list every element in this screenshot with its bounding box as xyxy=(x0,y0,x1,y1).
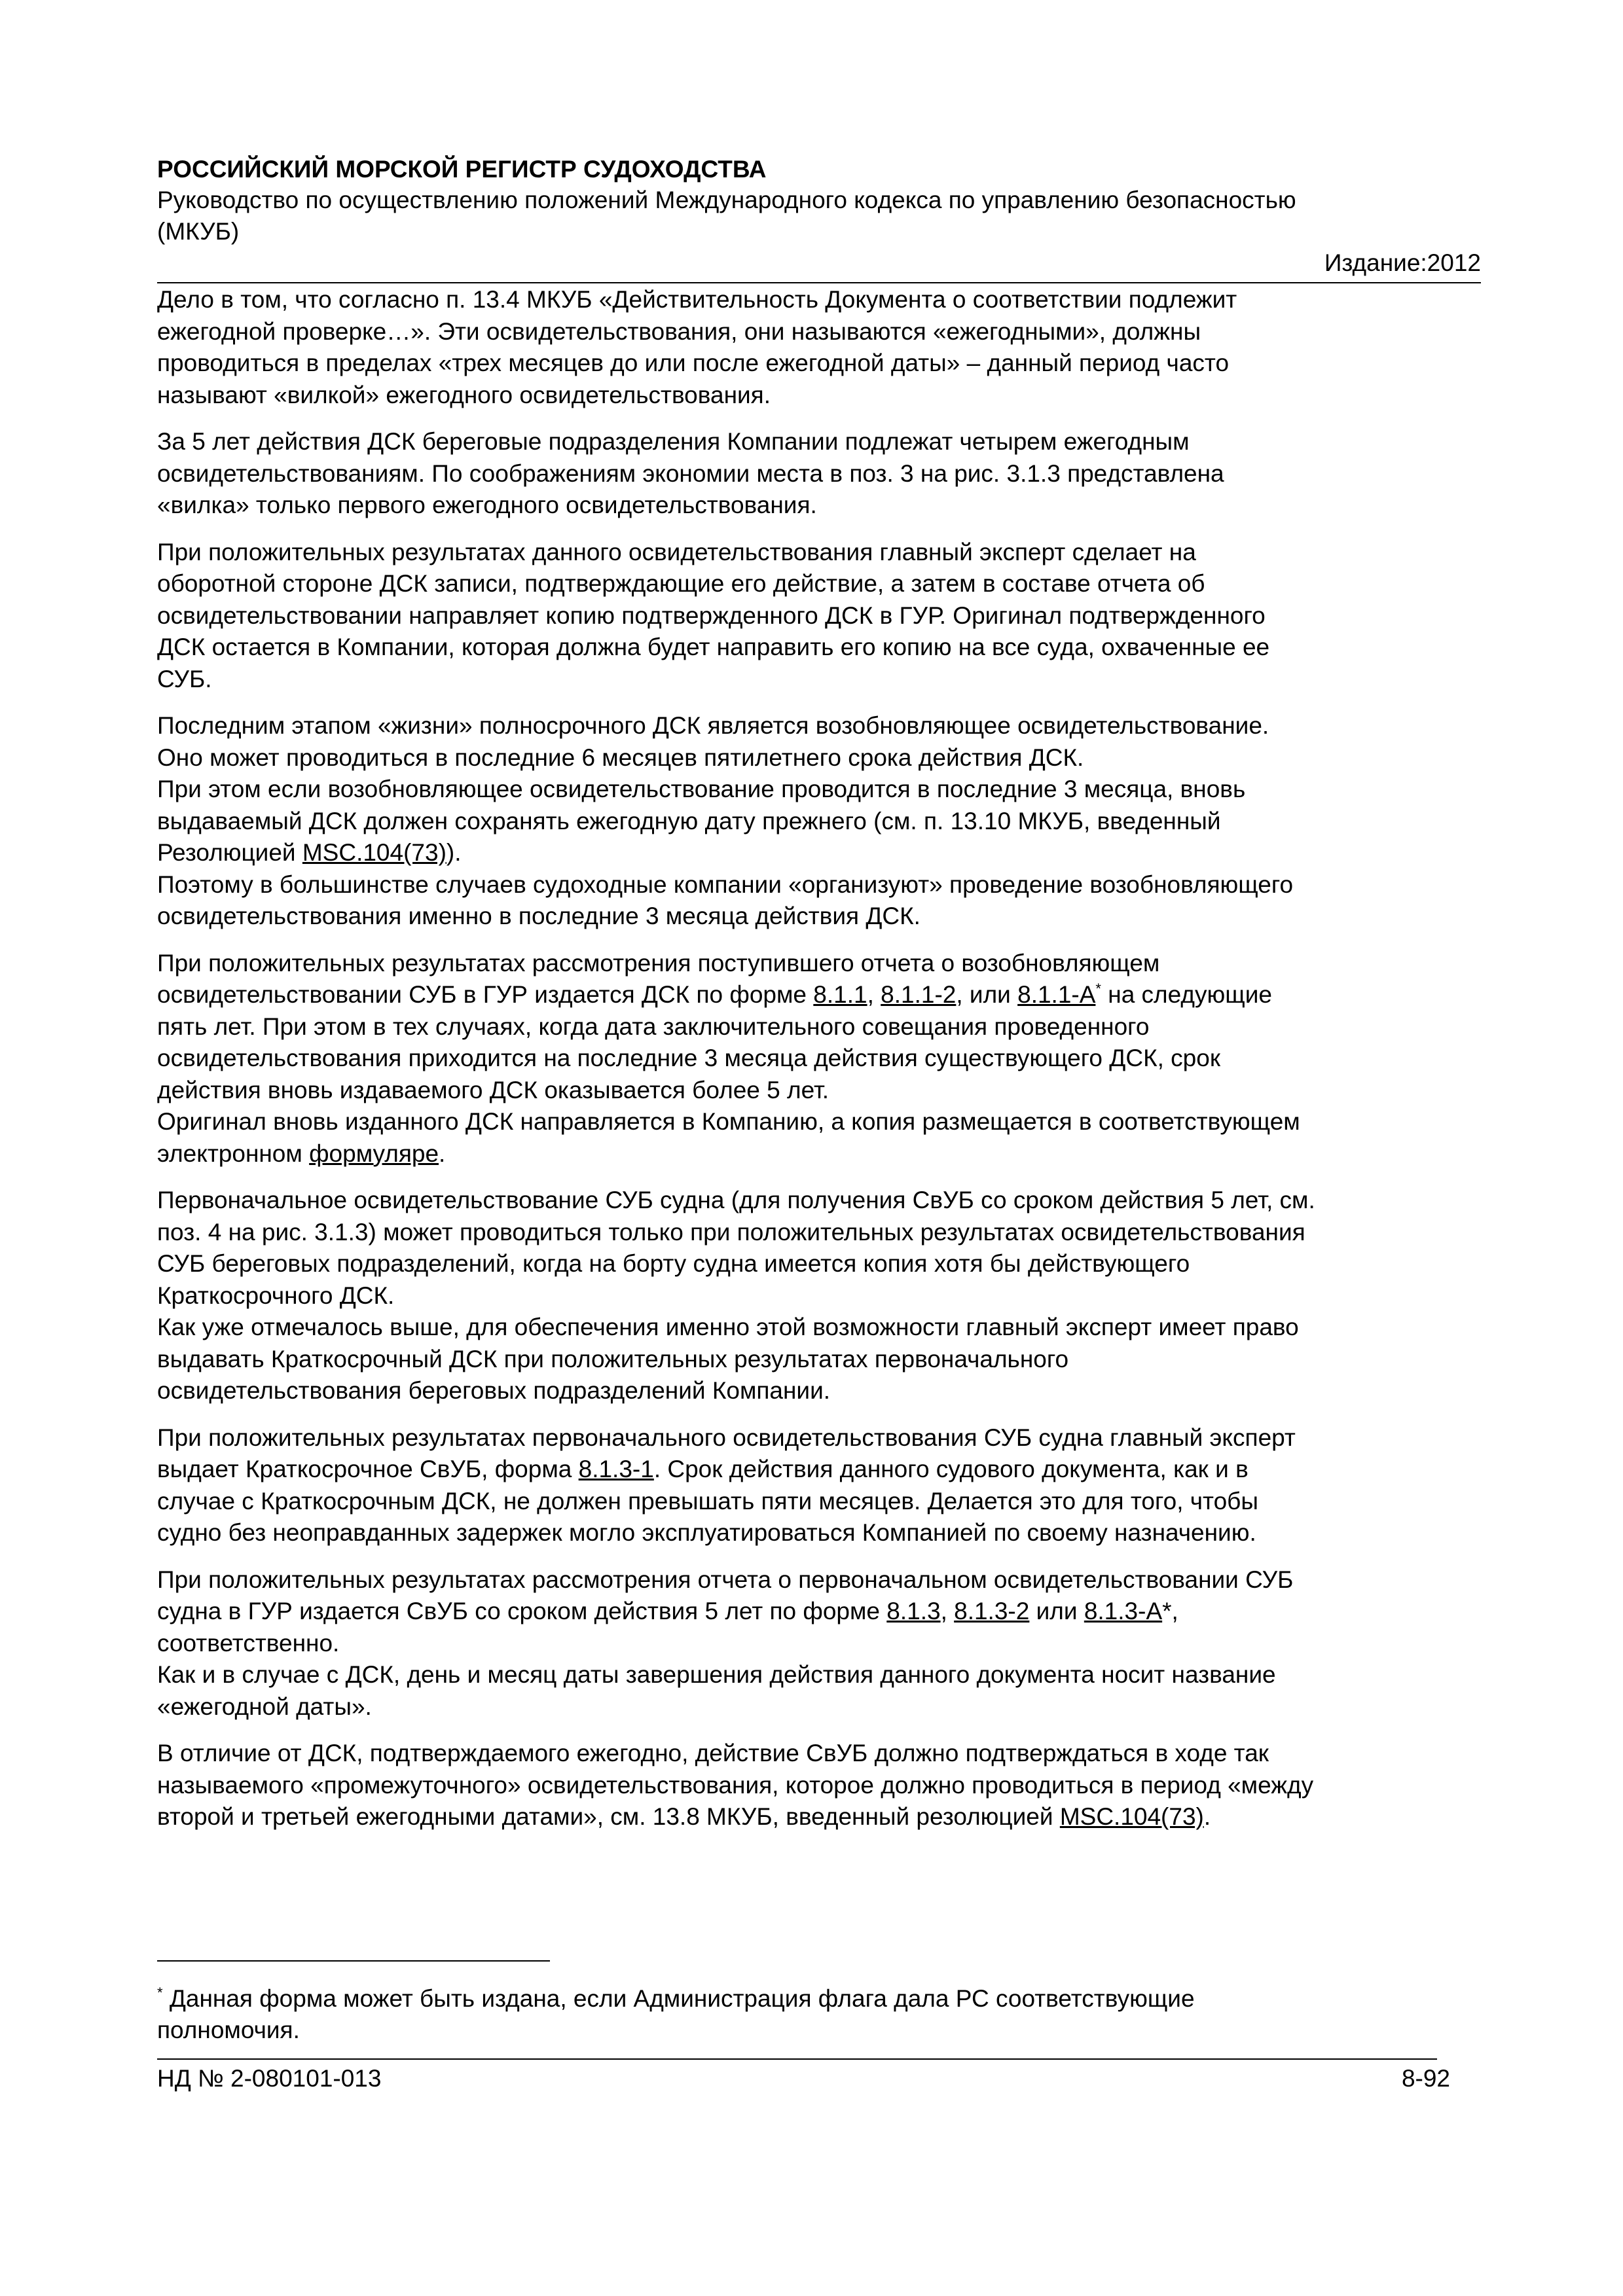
paragraph-9 xyxy=(157,1738,1486,1833)
footnote-text: Данная форма может быть издана, если Администрация флага дала РС соответствующие полномочия. xyxy=(157,1985,1195,2043)
paragraph-1: Дело в том, что согласно п. 13.4 МКУБ «Действительность Документа о соответствии подлежит ежегодной проверке…». Эти освидетельствования, они называются «ежегодными», должны проводиться в пределах «трех месяцев до или после ежегодной даты» – данный период часто называют «вилкой» ежегодного освидетельствования. xyxy=(157,286,1237,408)
paragraph-7-text-a: При положительных результатах первоначального освидетельствования СУБ судна главный эксперт выдает Краткосрочное СвУБ, форма xyxy=(157,1424,1296,1482)
separator: , xyxy=(940,1598,955,1624)
form-link-8-1-1-a[interactable]: 8.1.1-А xyxy=(1017,981,1096,1008)
paragraph-5-text-a: При положительных результатах рассмотрения поступившего отчета о возобновляющем освидетельствовании СУБ в ГУР издается ДСК по форме xyxy=(157,949,1160,1008)
separator: , xyxy=(867,981,881,1008)
edition-label: Издание:2012 xyxy=(1324,249,1481,276)
document-number: НД № 2-080101-013 xyxy=(157,2065,382,2092)
paragraph-5-text-c: . xyxy=(439,1139,446,1167)
paragraph-8-text-a: При положительных результатах рассмотрения отчета о первоначальном освидетельствовании СУБ судна в ГУР издается СвУБ со сроком действия 5 лет по форме xyxy=(157,1566,1294,1624)
paragraph-4-text-b: ). Поэтому в большинстве случаев судоходные компании «организуют» проведение возобновляющего освидетельствования именно в последние 3 месяца действия ДСК. xyxy=(157,839,1294,929)
form-link-8-1-3-1[interactable]: 8.1.3-1 xyxy=(578,1456,654,1482)
footnote-divider xyxy=(157,1960,550,1962)
header-divider xyxy=(157,282,1481,283)
form-link-8-1-3-a[interactable]: 8.1.3-А xyxy=(1084,1598,1163,1624)
footnote-mark: * xyxy=(157,1984,163,2001)
form-link-8-1-1[interactable]: 8.1.1 xyxy=(813,981,867,1008)
form-link-8-1-1-2[interactable]: 8.1.1-2 xyxy=(881,981,957,1008)
paragraph-5 xyxy=(157,948,1486,1170)
formular-link[interactable]: формуляре xyxy=(309,1139,439,1167)
document-subtitle: Руководство по осуществлению положений Международного кодекса по управлению безопасностью (МКУБ) xyxy=(157,187,1296,245)
resolution-link-msc-104-73[interactable]: MSC.104(73) xyxy=(1059,1803,1204,1830)
paragraph-7-text-b: . Срок действия данного судового документа, как и в случае с Краткосрочным ДСК, не должен превышать пяти месяцев. Делается это для того, чтобы судно без неоправданных задержек могло эксплуатироваться Компанией по своему назначению. xyxy=(157,1456,1258,1546)
organization-title: РОССИЙСКИЙ МОРСКОЙ РЕГИСТР СУДОХОДСТВА xyxy=(157,156,767,183)
paragraph-4-text-a: Последним этапом «жизни» полносрочного ДСК является возобновляющее освидетельствование. Оно может проводиться в последние 6 месяцев пятилетнего срока действия ДСК. При этом если возобновляющее освидетельствование проводится в последние 3 месяца, вновь выдаваемый ДСК должен сохранять ежегодную дату прежнего (см. п. 13.10 МКУБ, введенный Резолюцией xyxy=(157,712,1269,866)
paragraph-9-text-a: В отличие от ДСК, подтверждаемого ежегодно, действие СвУБ должно подтверждаться в ходе так называемого «промежуточного» освидетельствования, которое должно проводиться в период «между второй и третьей ежегодными датами», см. 13.8 МКУБ, введенный резолюцией xyxy=(157,1740,1314,1830)
paragraph-8-text-b: *, соответственно. Как и в случае с ДСК, день и месяц даты завершения действия данного документа носит название «ежегодной даты». xyxy=(157,1598,1276,1720)
footnote xyxy=(157,1983,1481,2046)
paragraph-6: Первоначальное освидетельствование СУБ судна (для получения СвУБ со сроком действия 5 лет, см. поз. 4 на рис. 3.1.3) может проводиться только при положительных результатах освидетельствования СУБ береговых подразделений, когда на борту судна имеется копия хотя бы действующего Краткосрочного ДСК. Как уже отмечалось выше, для обеспечения именно этой возможности главный эксперт имеет право выдавать Краткосрочный ДСК при положительных результатах первоначального освидетельствования береговых подразделений Компании. xyxy=(157,1187,1315,1404)
separator: или xyxy=(1029,1598,1084,1624)
paragraph-9-text-b: . xyxy=(1203,1803,1211,1830)
paragraph-4 xyxy=(157,710,1486,933)
footer-divider xyxy=(157,2058,1437,2060)
form-link-8-1-3[interactable]: 8.1.3 xyxy=(886,1598,941,1624)
page-header xyxy=(157,154,1481,279)
paragraph-5-text-b: на следующие пять лет. При этом в тех случаях, когда дата заключительного совещания проведенного освидетельствования приходится на последние 3 месяца действия существующего ДСК, срок действия вновь издаваемого ДСК оказывается более 5 лет. Оригинал вновь изданного ДСК направляется в Компанию, а копия размещается в соответствующем электронном xyxy=(157,981,1300,1167)
document-body xyxy=(157,284,1486,1848)
page-number: 8-92 xyxy=(1401,2065,1450,2092)
footnote-marker: * xyxy=(1095,980,1101,997)
paragraph-2: За 5 лет действия ДСК береговые подразделения Компании подлежат четырем ежегодным освидетельствованиям. По соображениям экономии места в поз. 3 на рис. 3.1.3 представлена «вилка» только первого ежегодного освидетельствования. xyxy=(157,428,1224,518)
form-link-8-1-3-2[interactable]: 8.1.3-2 xyxy=(954,1598,1030,1624)
resolution-link-msc-104-73[interactable]: MSC.104(73) xyxy=(302,839,447,866)
paragraph-3: При положительных результатах данного освидетельствования главный эксперт сделает на оборотной стороне ДСК записи, подтверждающие его действие, а затем в составе отчета об освидетельствовании направляет копию подтвержденного ДСК в ГУР. Оригинал подтвержденного ДСК остается в Компании, которая должна будет направить его копию на все суда, охваченные ее СУБ. xyxy=(157,538,1270,692)
page-footer xyxy=(157,2063,1450,2094)
paragraph-7 xyxy=(157,1422,1486,1549)
separator: , или xyxy=(956,981,1018,1008)
paragraph-8 xyxy=(157,1564,1486,1723)
